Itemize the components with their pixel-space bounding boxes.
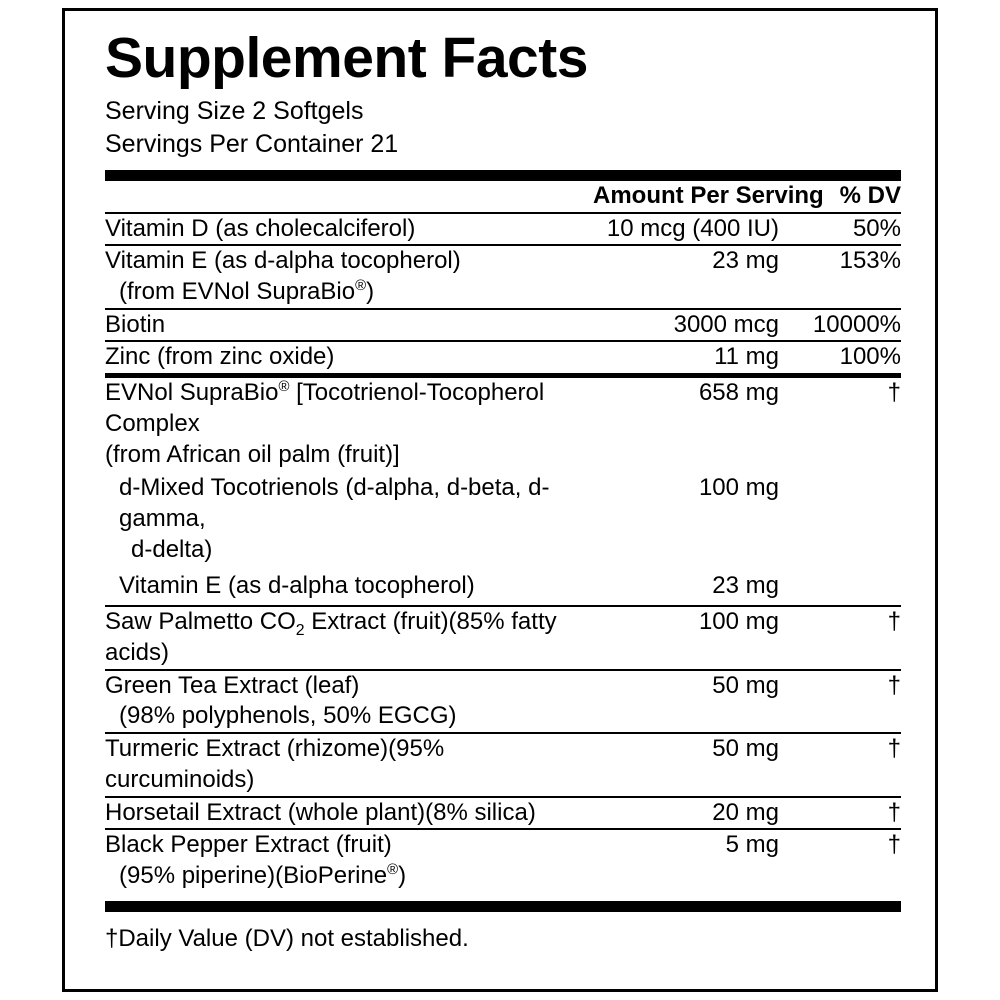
table-row (105, 734, 901, 795)
nutrient-name-line2: (95% piperine)(BioPerine®) (119, 861, 407, 889)
supplement-facts-panel (62, 8, 938, 992)
footnote: †Daily Value (DV) not established. (105, 924, 469, 952)
header-dv: % DV (839, 181, 901, 209)
nutrient-dv: 100% (839, 343, 901, 371)
table-row (105, 378, 901, 470)
nutrient-name-line1: Vitamin E (as d-alpha tocopherol) (105, 247, 461, 275)
serving-size: Serving Size 2 Softgels (105, 96, 364, 125)
nutrient-name: Horsetail Extract (whole plant)(8% silica) (105, 798, 536, 826)
nutrient-name-line2: d-delta) (131, 535, 213, 563)
nutrient-name-line2: (from African oil palm (fruit)] (105, 440, 400, 468)
divider-thick-top (105, 170, 901, 181)
table-row (105, 798, 901, 829)
nutrient-amount: 100 mg (698, 474, 779, 502)
nutrient-amount: 23 mg (712, 247, 779, 275)
nutrient-amount: 5 mg (725, 831, 779, 859)
servings-per-container: Servings Per Container 21 (105, 129, 399, 158)
nutrient-amount: 3000 mcg (673, 310, 779, 338)
header-amount: Amount Per Serving (593, 181, 824, 209)
table-row (105, 671, 901, 732)
nutrient-amount: 10 mcg (400 IU) (606, 214, 779, 242)
nutrient-name-line1: Vitamin E (as d-alpha tocopherol) (119, 572, 475, 600)
table-row (105, 470, 901, 568)
nutrition-table (105, 181, 901, 892)
table-row (105, 246, 901, 307)
divider-thick-bottom (105, 901, 901, 912)
nutrient-dv: † (887, 798, 901, 826)
nutrient-amount: 23 mg (712, 572, 779, 600)
nutrient-name-line1: Black Pepper Extract (fruit) (105, 831, 392, 859)
table-row (105, 568, 901, 605)
nutrient-dv: 50% (852, 214, 901, 242)
nutrient-amount: 20 mg (712, 798, 779, 826)
nutrient-name-line2: (from EVNol SupraBio®) (119, 278, 375, 305)
nutrient-amount: 11 mg (714, 343, 779, 371)
supplement-facts-content (105, 26, 901, 954)
nutrient-name-line2: (98% polyphenols, 50% EGCG) (119, 702, 457, 730)
nutrient-name-line1: d-Mixed Tocotrienols (d-alpha, d-beta, d-gamma, (119, 474, 550, 533)
nutrient-name: Saw Palmetto $CO_2$ Extract (fruit)(85% fatty acids) (105, 608, 557, 666)
nutrient-dv: † (887, 608, 901, 636)
table-row (105, 310, 901, 341)
nutrient-name-line1: Green Tea Extract (leaf) (105, 671, 360, 699)
nutrient-amount: 50 mg (712, 735, 779, 763)
header-name (105, 181, 593, 212)
nutrient-name: Turmeric Extract (rhizome)(95% curcuminoids) (105, 735, 445, 793)
nutrient-dv: † (887, 831, 901, 859)
table-header-row (105, 181, 901, 212)
nutrient-amount: 658 mg (698, 379, 779, 407)
nutrient-amount: 50 mg (712, 671, 779, 699)
nutrient-name (105, 568, 593, 605)
nutrient-dv: 153% (839, 247, 901, 275)
table-row (105, 607, 901, 668)
nutrient-dv: † (887, 379, 901, 407)
nutrient-dv (779, 568, 901, 605)
nutrient-name (105, 378, 593, 470)
nutrient-name (105, 246, 593, 307)
nutrient-name: Vitamin D (as cholecalciferol) (105, 214, 416, 242)
nutrient-name-line1: EVNol SupraBio® [Tocotrienol-Tocopherol Complex (105, 379, 545, 437)
nutrient-amount: 100 mg (698, 608, 779, 636)
nutrient-dv: 10000% (812, 310, 901, 338)
nutrient-name: Biotin (105, 310, 166, 338)
nutrient-name (105, 830, 593, 891)
table-row (105, 342, 901, 373)
nutrient-name (105, 470, 593, 568)
nutrient-dv (779, 470, 901, 568)
table-row (105, 214, 901, 245)
nutrient-dv: † (887, 671, 901, 699)
table-row (105, 830, 901, 891)
page-title: Supplement Facts (105, 26, 588, 90)
nutrient-name (105, 671, 593, 732)
nutrient-name: Zinc (from zinc oxide) (105, 343, 335, 371)
nutrient-dv: † (887, 735, 901, 763)
